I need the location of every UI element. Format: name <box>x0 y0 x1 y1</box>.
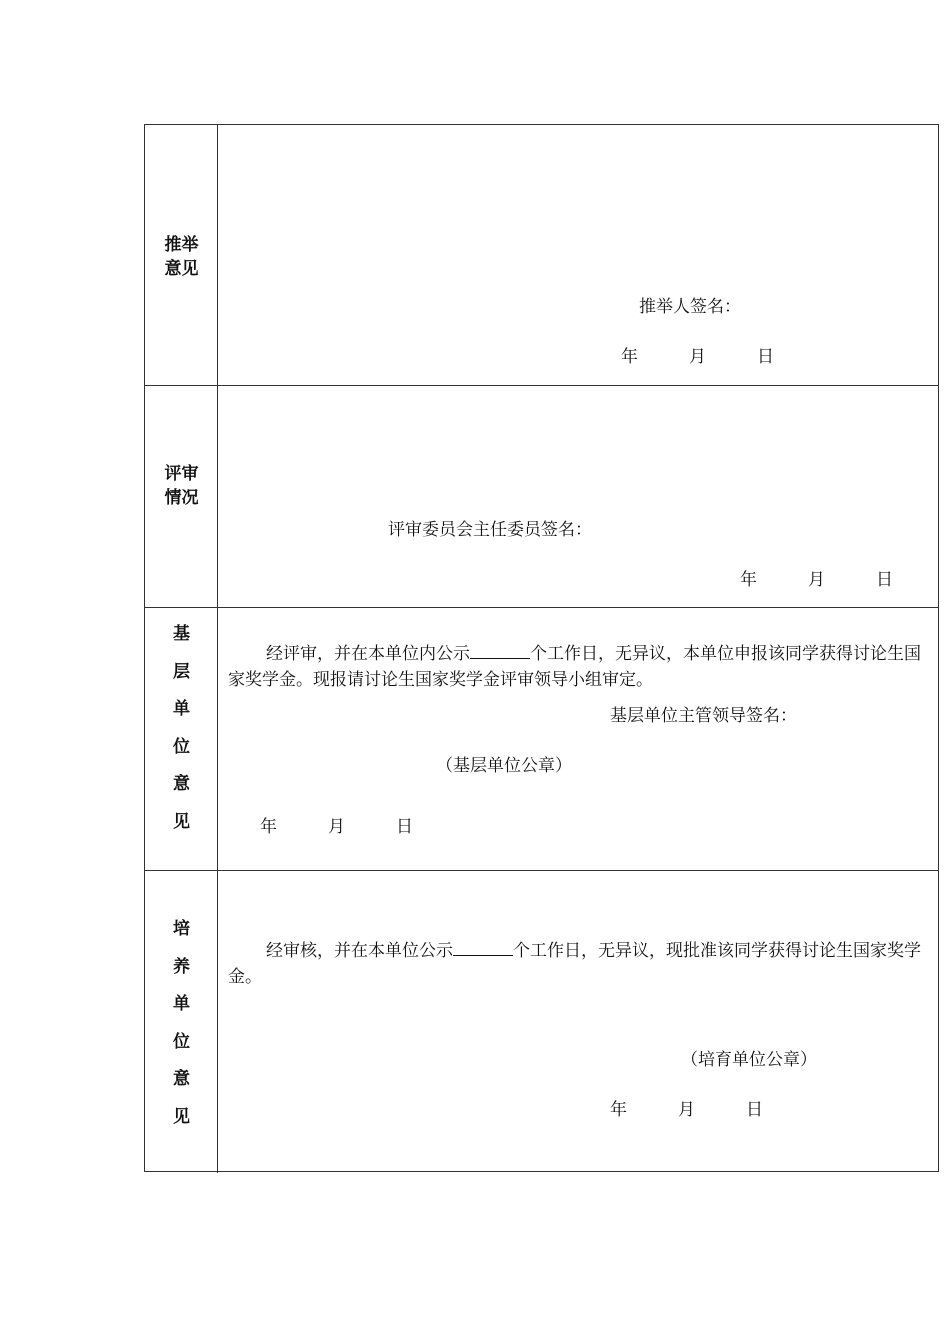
training-date <box>610 1098 814 1122</box>
date-year: 年 <box>610 1100 627 1120</box>
review-label-cell <box>145 386 218 607</box>
nomination-label-line2: 意见 <box>164 259 199 279</box>
label-char: 见 <box>173 811 190 832</box>
nomination-label-cell <box>145 125 218 385</box>
label-char: 见 <box>173 1106 190 1127</box>
date-year: 年 <box>621 347 638 367</box>
grassroots-row <box>145 608 938 871</box>
date-day: 日 <box>876 570 893 590</box>
review-label-line1: 评审 <box>164 464 199 484</box>
date-month: 月 <box>328 817 345 837</box>
training-label-cell <box>145 871 218 1173</box>
label-char: 单 <box>173 994 190 1014</box>
label-char: 意 <box>173 774 190 794</box>
workdays-blank[interactable] <box>453 937 513 956</box>
grassroots-label-cell <box>145 608 218 870</box>
label-char: 基 <box>173 624 190 644</box>
date-day: 日 <box>396 817 413 837</box>
scholarship-form-table <box>144 124 939 1172</box>
label-char: 层 <box>173 661 190 682</box>
date-month: 月 <box>678 1100 695 1120</box>
nomination-content-cell[interactable] <box>218 125 938 385</box>
date-day: 日 <box>757 347 774 367</box>
nomination-label-line1: 推举 <box>164 235 199 255</box>
grassroots-date <box>260 815 464 839</box>
label-char: 养 <box>173 956 190 977</box>
date-month: 月 <box>808 570 825 590</box>
label-char: 位 <box>173 736 190 757</box>
review-row <box>145 386 938 608</box>
label-char: 培 <box>173 919 190 939</box>
label-char: 单 <box>173 699 190 719</box>
nomination-row <box>145 125 938 386</box>
date-year: 年 <box>740 570 757 590</box>
date-day: 日 <box>746 1100 763 1120</box>
training-content-cell[interactable] <box>218 871 938 1173</box>
nomination-date <box>621 345 825 369</box>
training-statement: 经审核，并在本单位公示 个工作日，无异议，现批准该同学获得讨论生国家奖学金。 <box>228 937 932 990</box>
grassroots-statement: 经评审，并在本单位内公示 个工作日，无异议，本单位申报该同学获得讨论生国家奖学金。现报请讨论生国家奖学金评审领导小组审定。 <box>228 640 932 693</box>
grassroots-content-cell[interactable] <box>218 608 938 870</box>
date-month: 月 <box>689 347 706 367</box>
review-content-cell[interactable] <box>218 386 938 607</box>
grassroots-signer-label: 基层单位主管领导签名： <box>610 706 797 726</box>
grassroots-seal-label: （基层单位公章） <box>436 756 572 776</box>
date-year: 年 <box>260 817 277 837</box>
training-seal-label: （培育单位公章） <box>681 1050 817 1070</box>
nomination-signer-label: 推举人签名： <box>639 297 741 317</box>
training-row <box>145 871 938 1173</box>
review-label-line2: 情况 <box>164 488 199 508</box>
label-char: 意 <box>173 1069 190 1089</box>
review-date <box>740 568 944 592</box>
label-char: 位 <box>173 1031 190 1052</box>
workdays-blank[interactable] <box>470 640 530 659</box>
review-signer-label: 评审委员会主任委员签名： <box>388 520 592 540</box>
